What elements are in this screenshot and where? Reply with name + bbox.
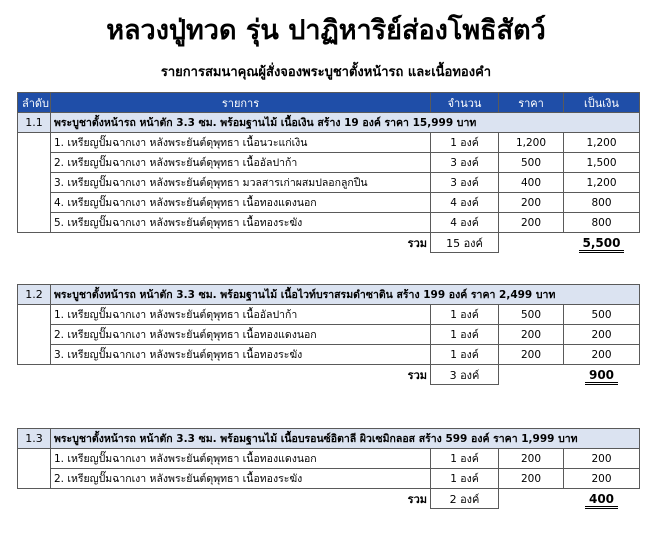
section-number: 1.3: [18, 429, 51, 449]
header-no: ลำดับ: [18, 93, 51, 113]
item-qty: 3 องค์: [431, 153, 499, 173]
table-row: [18, 449, 640, 469]
item-price: 200: [499, 325, 564, 345]
table-row: [18, 133, 640, 153]
header-price: ราคา: [499, 93, 564, 113]
item-amount: 500: [564, 305, 640, 325]
item-qty: 1 องค์: [431, 345, 499, 365]
section-number: 1.1: [18, 113, 51, 133]
item-name: 5. เหรียญปั๊มฉากเงา หลังพระยันต์ดุพุทธา เนื้อทองระฆัง: [51, 213, 431, 233]
table-row: [18, 193, 640, 213]
sum-label: รวม: [407, 492, 427, 506]
item-price: 500: [499, 305, 564, 325]
item-price: 1,200: [499, 133, 564, 153]
table-row: [18, 153, 640, 173]
sum-qty: 15 องค์: [431, 233, 499, 253]
section-title: พระบูชาตั้งหน้ารถ หน้าตัก 3.3 ซม. พร้อมฐานไม้ เนื้อไวท์บราสรมดำซาติน สร้าง 199 องค์ ราคา 2,499 บาท: [51, 285, 640, 305]
section-title: พระบูชาตั้งหน้ารถ หน้าตัก 3.3 ซม. พร้อมฐานไม้ เนื้อบรอนซ์อิตาลี ผิวเซมิกลอส สร้าง 599 องค์ ราคา 1,999 บาท: [51, 429, 640, 449]
sum-total: 5,500: [579, 236, 625, 253]
item-name: 1. เหรียญปั๊มฉากเงา หลังพระยันต์ดุพุทธา เนื้อทองแดงนอก: [51, 449, 431, 469]
table-row: [18, 325, 640, 345]
item-name: 1. เหรียญปั๊มฉากเงา หลังพระยันต์ดุพุทธา เนื้อนวะแก่เงิน: [51, 133, 431, 153]
item-price: 200: [499, 449, 564, 469]
item-price: 200: [499, 193, 564, 213]
table-row: [18, 345, 640, 365]
item-amount: 200: [564, 345, 640, 365]
item-qty: 4 องค์: [431, 193, 499, 213]
page-subtitle: รายการสมนาคุณผู้สั่งจองพระบูชาตั้งหน้ารถ และเนื้อทองคำ: [160, 65, 492, 80]
page-title: หลวงปู่ทวด รุ่น ปาฏิหาริย์ส่องโพธิสัตว์: [106, 15, 546, 46]
item-amount: 1,200: [564, 173, 640, 193]
item-price: 200: [499, 345, 564, 365]
item-name: 2. เหรียญปั๊มฉากเงา หลังพระยันต์ดุพุทธา เนื้อทองระฆัง: [51, 469, 431, 489]
item-name: 2. เหรียญปั๊มฉากเงา หลังพระยันต์ดุพุทธา เนื้ออัลปาก้า: [51, 153, 431, 173]
sum-total: 400: [585, 492, 618, 509]
item-amount: 1,500: [564, 153, 640, 173]
sum-qty: 2 องค์: [431, 489, 499, 509]
item-amount: 200: [564, 469, 640, 489]
sum-label: รวม: [407, 368, 427, 382]
table-row: [18, 469, 640, 489]
item-name: 1. เหรียญปั๊มฉากเงา หลังพระยันต์ดุพุทธา เนื้ออัลปาก้า: [51, 305, 431, 325]
item-qty: 1 องค์: [431, 469, 499, 489]
item-name: 3. เหรียญปั๊มฉากเงา หลังพระยันต์ดุพุทธา เนื้อทองระฆัง: [51, 345, 431, 365]
item-name: 4. เหรียญปั๊มฉากเงา หลังพระยันต์ดุพุทธา เนื้อทองแดงนอก: [51, 193, 431, 213]
item-qty: 3 องค์: [431, 173, 499, 193]
sum-total: 900: [585, 368, 618, 385]
table-row: [18, 173, 640, 193]
item-amount: 200: [564, 449, 640, 469]
item-qty: 1 องค์: [431, 133, 499, 153]
section-number: 1.2: [18, 285, 51, 305]
item-amount: 200: [564, 325, 640, 345]
order-table-3: [17, 428, 640, 509]
header-amount: เป็นเงิน: [564, 93, 640, 113]
header-qty: จำนวน: [431, 93, 499, 113]
summary-row: [18, 489, 640, 509]
sum-label: รวม: [407, 236, 427, 250]
item-price: 200: [499, 469, 564, 489]
sum-qty: 3 องค์: [431, 365, 499, 385]
item-qty: 4 องค์: [431, 213, 499, 233]
item-qty: 1 องค์: [431, 325, 499, 345]
item-amount: 800: [564, 193, 640, 213]
table-row: [18, 305, 640, 325]
item-amount: 1,200: [564, 133, 640, 153]
section-row: [18, 113, 640, 133]
item-amount: 800: [564, 213, 640, 233]
table-header-row: [18, 93, 640, 113]
item-name: 2. เหรียญปั๊มฉากเงา หลังพระยันต์ดุพุทธา เนื้อทองแดงนอก: [51, 325, 431, 345]
item-qty: 1 องค์: [431, 305, 499, 325]
order-table-1: [17, 92, 640, 253]
item-price: 400: [499, 173, 564, 193]
order-table-2: [17, 284, 640, 385]
item-name: 3. เหรียญปั๊มฉากเงา หลังพระยันต์ดุพุทธา มวลสารเก่าผสมปลอกลูกปืน: [51, 173, 431, 193]
summary-row: [18, 233, 640, 253]
item-price: 500: [499, 153, 564, 173]
table-row: [18, 213, 640, 233]
item-price: 200: [499, 213, 564, 233]
summary-row: [18, 365, 640, 385]
section-row: [18, 285, 640, 305]
section-title: พระบูชาตั้งหน้ารถ หน้าตัก 3.3 ซม. พร้อมฐานไม้ เนื้อเงิน สร้าง 19 องค์ ราคา 15,999 บาท: [51, 113, 640, 133]
item-qty: 1 องค์: [431, 449, 499, 469]
header-item: รายการ: [51, 93, 431, 113]
section-row: [18, 429, 640, 449]
